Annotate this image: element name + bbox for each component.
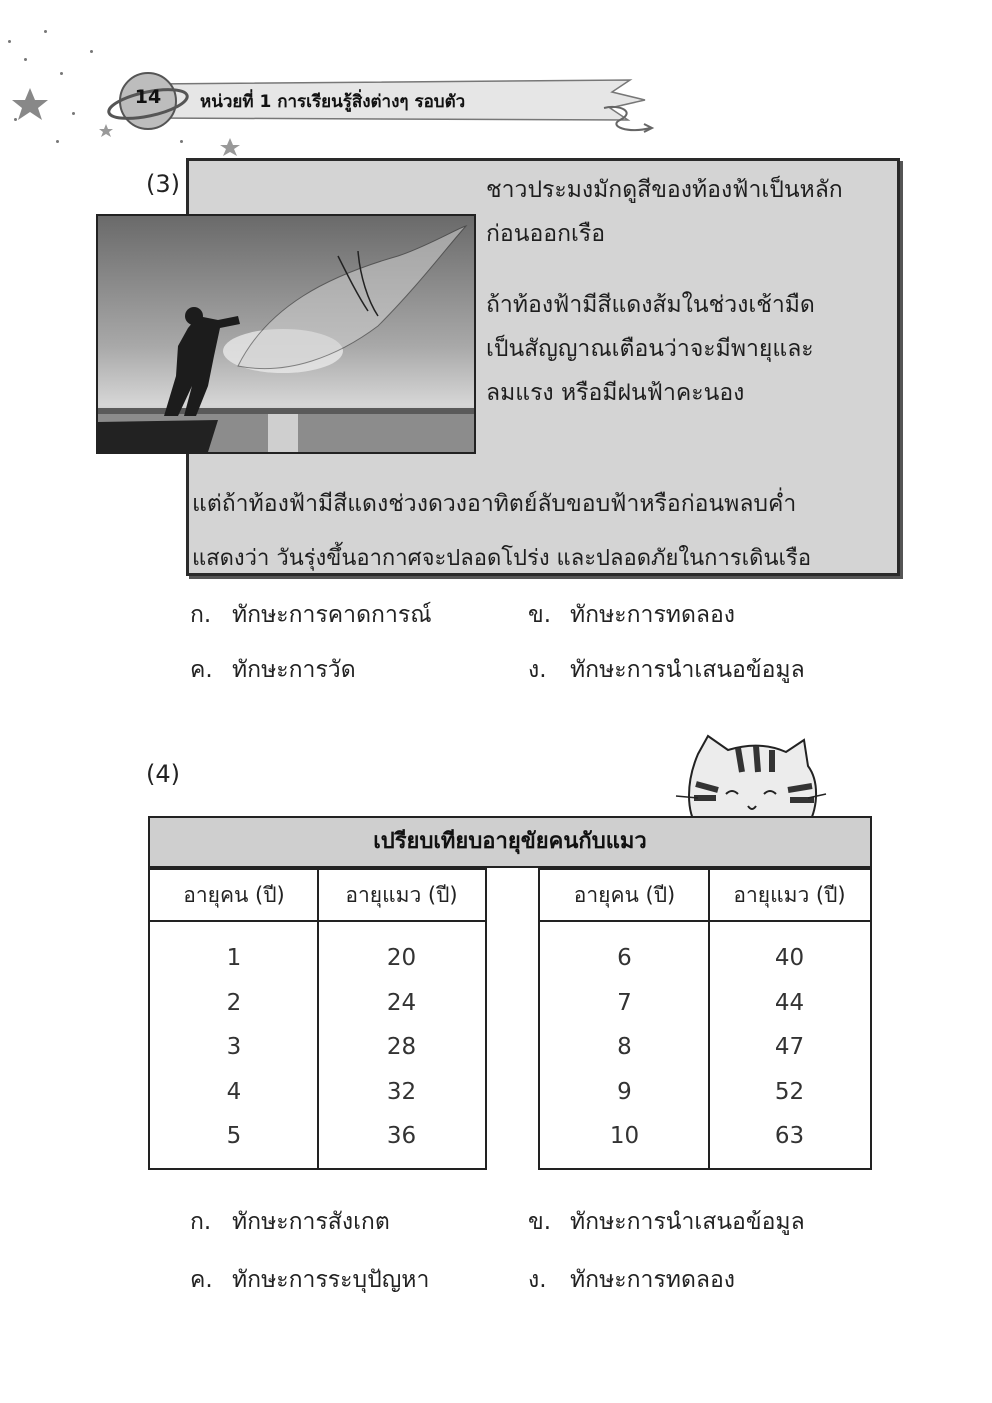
q3-text-line: ถ้าท้องฟ้ามีสีแดงส้มในช่วงเช้ามืด: [486, 292, 815, 318]
choice-d[interactable]: ทักษะการทดลอง: [570, 1267, 736, 1293]
table-header: อายุแมว (ปี): [709, 870, 870, 922]
q3-text-line: ชาวประมงมักดูสีของท้องฟ้าเป็นหลัก: [486, 177, 843, 203]
table-header: อายุแมว (ปี): [318, 870, 485, 922]
choice-c[interactable]: ทักษะการระบุปัญหา: [232, 1267, 430, 1293]
choice-b[interactable]: ทักษะการนำเสนอข้อมูล: [570, 1209, 805, 1235]
choice-key: ค.: [190, 657, 213, 683]
table-cell: 3: [226, 1034, 242, 1060]
choice-key: ก.: [190, 1209, 212, 1235]
choice-key: ค.: [190, 1267, 213, 1293]
table-title: เปรียบเทียบอายุขัยคนกับแมว: [148, 816, 872, 868]
table-cell: 6: [617, 945, 632, 971]
q3-text-line: เป็นสัญญาณเตือนว่าจะมีพายุและ: [486, 336, 814, 362]
q3-text-line: ก่อนออกเรือ: [486, 221, 606, 247]
table-header: อายุคน (ปี): [150, 870, 318, 922]
choice-key: ก.: [190, 602, 212, 628]
choice-key: ง.: [528, 657, 547, 683]
age-table-right: [538, 868, 872, 1170]
table-cell: 5: [226, 1123, 242, 1149]
table-cell: 36: [386, 1123, 417, 1149]
table-header: อายุคน (ปี): [540, 870, 709, 922]
table-cell: 44: [774, 990, 805, 1016]
table-cell: 40: [774, 945, 805, 971]
choice-c[interactable]: ทักษะการวัด: [232, 657, 356, 683]
unit-title: หน่วยที่ 1 การเรียนรู้สิ่งต่างๆ รอบตัว: [200, 92, 466, 112]
table-cell: 24: [386, 990, 417, 1016]
choice-a[interactable]: ทักษะการสังเกต: [232, 1209, 390, 1235]
question-4-label: (4): [146, 760, 180, 788]
table-cell: 4: [226, 1079, 242, 1105]
table-cell: 8: [617, 1034, 632, 1060]
table-cell: 10: [609, 1123, 640, 1149]
table-cell: 20: [386, 945, 417, 971]
table-cell: 7: [617, 990, 632, 1016]
age-table-left: [148, 868, 487, 1170]
table-cell: 9: [617, 1079, 632, 1105]
choice-b[interactable]: ทักษะการทดลอง: [570, 602, 736, 628]
q3-text-line: แต่ถ้าท้องฟ้ามีสีแดงช่วงดวงอาทิตย์ลับขอบฟ้าหรือก่อนพลบค่ำ: [192, 491, 797, 517]
question-3-label: (3): [146, 170, 180, 198]
table-cell: 63: [774, 1123, 805, 1149]
choice-key: ข.: [528, 1209, 552, 1235]
choice-key: ข.: [528, 602, 552, 628]
q3-text-line: ลมแรง หรือมีฝนฟ้าคะนอง: [486, 380, 745, 406]
table-cell: 32: [386, 1079, 417, 1105]
choice-key: ง.: [528, 1267, 547, 1293]
table-cell: 47: [774, 1034, 805, 1060]
choice-d[interactable]: ทักษะการนำเสนอข้อมูล: [570, 657, 805, 683]
table-cell: 28: [386, 1034, 417, 1060]
page-number: 14: [134, 86, 162, 108]
swirl-icon: [600, 100, 660, 140]
table-cell: 2: [226, 990, 242, 1016]
q3-text-line: แสดงว่า วันรุ่งขึ้นอากาศจะปลอดโปร่ง และปลอดภัยในการเดินเรือ: [192, 546, 812, 571]
choice-a[interactable]: ทักษะการคาดการณ์: [232, 602, 432, 628]
table-cell: 52: [774, 1079, 805, 1105]
table-cell: 1: [226, 945, 242, 971]
fisherman-casting-net-image: [96, 214, 476, 454]
